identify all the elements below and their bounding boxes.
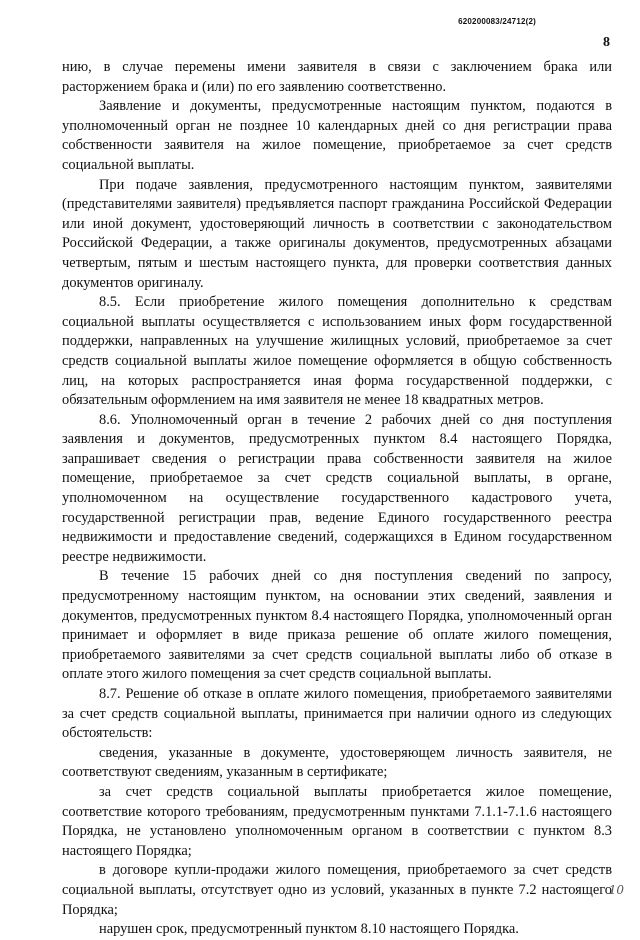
document-id: 620200083/24712(2)	[458, 17, 536, 26]
paragraph: за счет средств социальной выплаты приобретается жилое помещение, соответствие которого требованиям, предусмотренным пунктами 7.1.1-7.1.6 настоящего Порядка, не установлено уполномоченным органом в соответствии с пунктом 8.3 настоящего Порядка;	[62, 783, 612, 859]
paragraph: 8.5. Если приобретение жилого помещения дополнительно к средствам социальной выплаты осуществляется с использованием иных форм государственной поддержки, направленных на улучшение жилищных условий, приобретаемое за счет средств социальной выплаты жилое помещение оформляется в общую собственность лиц, на которых распространяется иная форма государственной поддержки, с обязательным оформлением на имя заявителя не менее 18 квадратных метров.	[62, 294, 612, 409]
paragraph: в договоре купли-продажи жилого помещения, приобретаемого за счет средств социальной выплаты, отсутствует одно из условий, указанных в пункте 7.2 настоящего Порядка;	[62, 862, 612, 918]
paragraph: нарушен срок, предусмотренный пунктом 8.10 настоящего Порядка.	[99, 921, 519, 938]
paragraph: нию, в случае перемены имени заявителя в связи с заключением брака или расторжением брака и (или) по его заявлению соответственно.	[62, 59, 612, 95]
paragraph: Заявление и документы, предусмотренные настоящим пунктом, подаются в уполномоченный орган не позднее 10 календарных дней со дня регистрации права собственности заявителя на жилое помещение, приобретаемое за счет средств социальной выплаты.	[62, 98, 612, 173]
paragraph: При подаче заявления, предусмотренного настоящим пунктом, заявителями (представителями заявителя) предъявляется паспорт гражданина Российской Федерации или иной документ, удостоверяющий личность в соответствии с законодательством Российской Федерации, а также оригиналы документов, предусмотренных абзацами четвертым, пятым и шестым настоящего пункта, для проверки соответствия данных документов оригиналу.	[62, 176, 612, 291]
handwritten-page-mark: 10	[608, 883, 624, 897]
paragraph: В течение 15 рабочих дней со дня поступления сведений по запросу, предусмотренному настоящим пунктом, на основании этих сведений, заявления и документов, предусмотренных пунктом 8.4 настоящего Порядка, уполномоченный орган принимает и оформляет в виде приказа решение об оплате жилого помещения, приобретаемого заявителями за счет средств социальной выплаты либо об отказе в оплате этого жилого помещения за счет средств социальной выплаты.	[62, 568, 612, 683]
paragraph: 8.7. Решение об отказе в оплате жилого помещения, приобретаемого заявителями за счет средств социальной выплаты, принимается при наличии одного из следующих обстоятельств:	[62, 686, 612, 742]
document-body	[62, 58, 612, 940]
paragraph: сведения, указанные в документе, удостоверяющем личность заявителя, не соответствуют сведениям, указанным в сертификате;	[62, 744, 612, 781]
paragraph: 8.6. Уполномоченный орган в течение 2 рабочих дней со дня поступления заявления и документов, предусмотренных пунктом 8.4 настоящего Порядка, запрашивает сведения о регистрации права собственности заявителя на жилое помещение, приобретаемое за счет средств социальной выплаты, в органе, уполномоченном на осуществление государственного кадастрового учета, государственной регистрации прав, ведение Единого государственного реестра недвижимости и предоставление сведений, содержащихся в Едином государственном реестре недвижимости.	[62, 411, 612, 565]
page-number: 8	[603, 35, 610, 50]
